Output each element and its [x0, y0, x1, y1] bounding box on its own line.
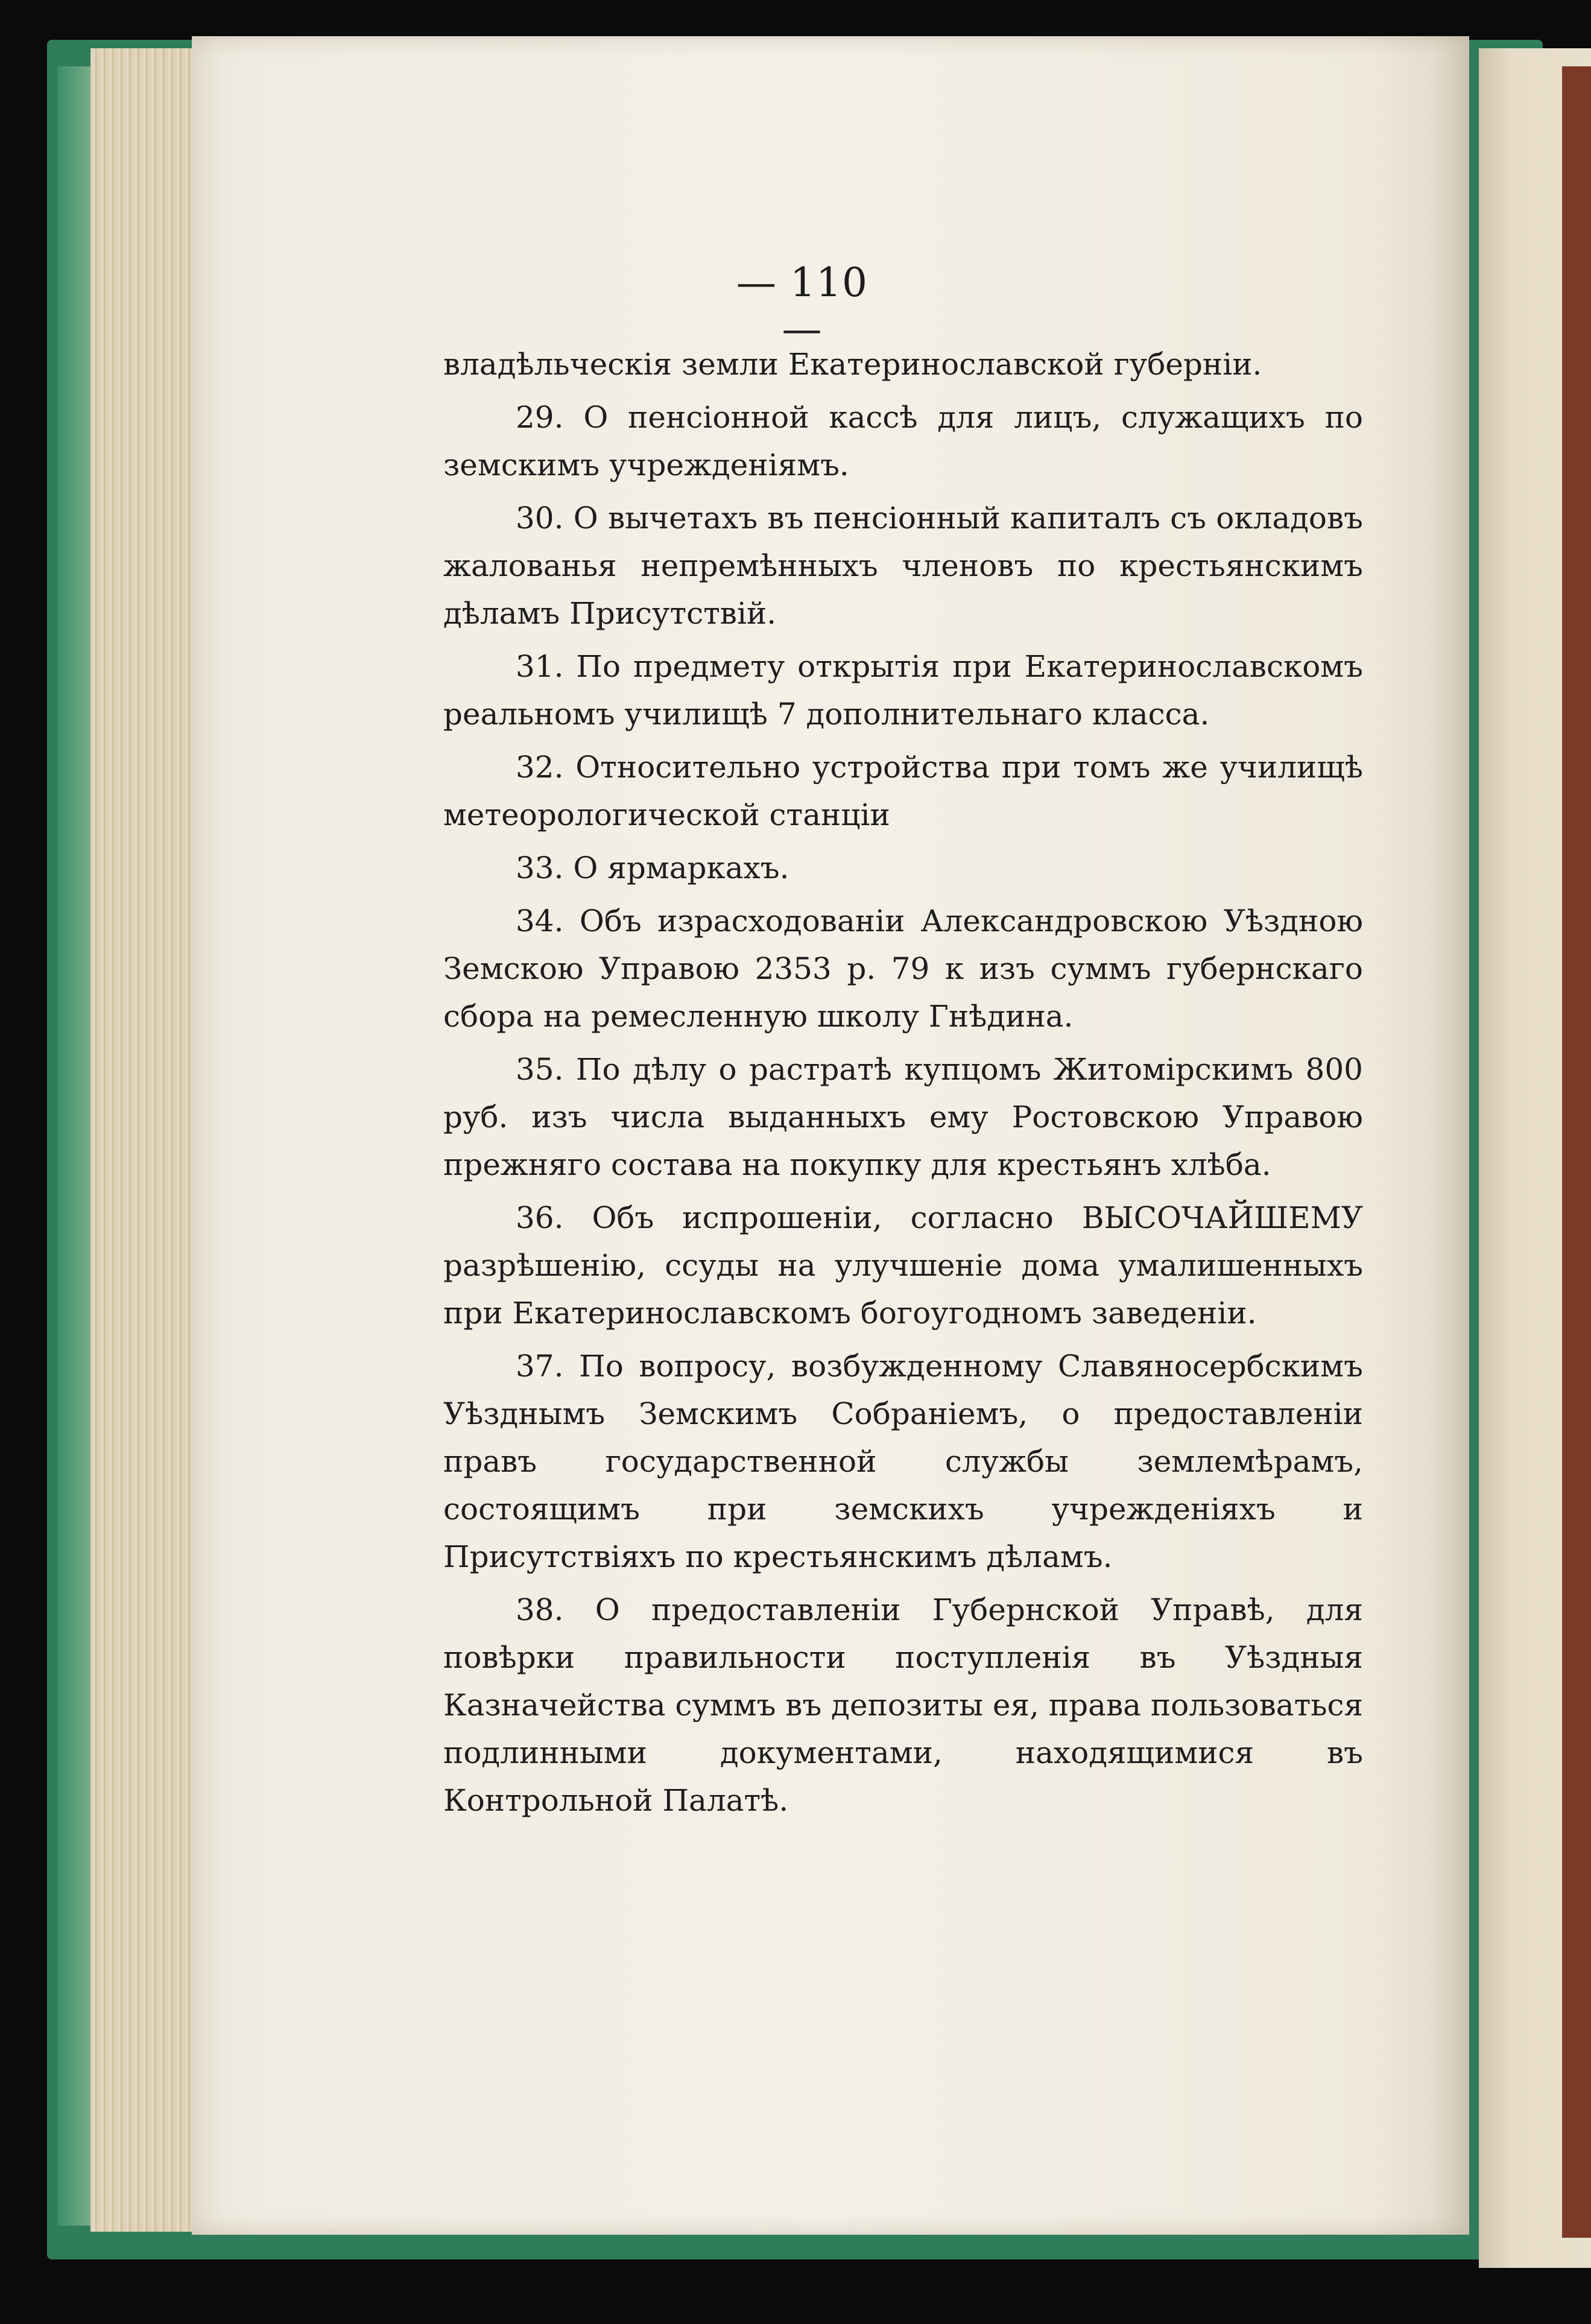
paragraph: 37. По вопросу, возбужденному Славяносербскимъ Уѣзднымъ Земскимъ Собраніемъ, о предоставленіи правъ государственной службы землемѣрамъ, состоящимъ при земскихъ учрежденіяхъ и Присутствіяхъ по крестьянскимъ дѣламъ.: [443, 1349, 1363, 1574]
paragraph: 34. Объ израсходованіи Александровскою Уѣздною Земскою Управою 2353 р. 79 к изъ суммъ губернскаго сбора на ремесленную школу Гнѣдина.: [443, 904, 1363, 1034]
paragraph: 31. По предмету открытія при Екатеринославскомъ реальномъ училищѣ 7 дополнительнаго класса.: [443, 649, 1363, 732]
paragraph: 30. О вычетахъ въ пенсіонный капиталъ съ окладовъ жалованья непремѣнныхъ членовъ по крестьянскимъ дѣламъ Присутствій.: [443, 501, 1363, 631]
paragraph: 29. О пенсіонной кассѣ для лицъ, служащихъ по земскимъ учрежденіямъ.: [443, 400, 1363, 483]
paragraph: 38. О предоставленіи Губернской Управѣ, для повѣрки правильности поступленія въ Уѣздныя Казначейства суммъ въ депозиты ея, права пользоваться подлинными документами, находящимися въ Контрольной Палатѣ.: [443, 1592, 1363, 1818]
spine-strip: [1562, 66, 1591, 2238]
paragraph: 35. По дѣлу о растратѣ купцомъ Житомірскимъ 800 руб. изъ числа выданныхъ ему Ростовскою Управою прежняго состава на покупку для крестьянъ хлѣба.: [443, 1052, 1363, 1182]
paragraph: 32. Относительно устройства при томъ же училищѣ метеорологической станціи: [443, 750, 1363, 832]
paragraph: 33. О ярмаркахъ.: [516, 850, 789, 885]
page-number: — 110 —: [736, 259, 868, 352]
paragraph: владѣльческія земли Екатеринославской губерніи.: [443, 347, 1262, 382]
paragraph: 36. Объ испрошеніи, согласно ВЫСОЧАЙШЕМУ разрѣшенію, ссуды на улучшеніе дома умалишенныхъ при Екатеринославскомъ богоугодномъ заведеніи.: [443, 1200, 1363, 1331]
page-text: [443, 341, 1363, 1830]
